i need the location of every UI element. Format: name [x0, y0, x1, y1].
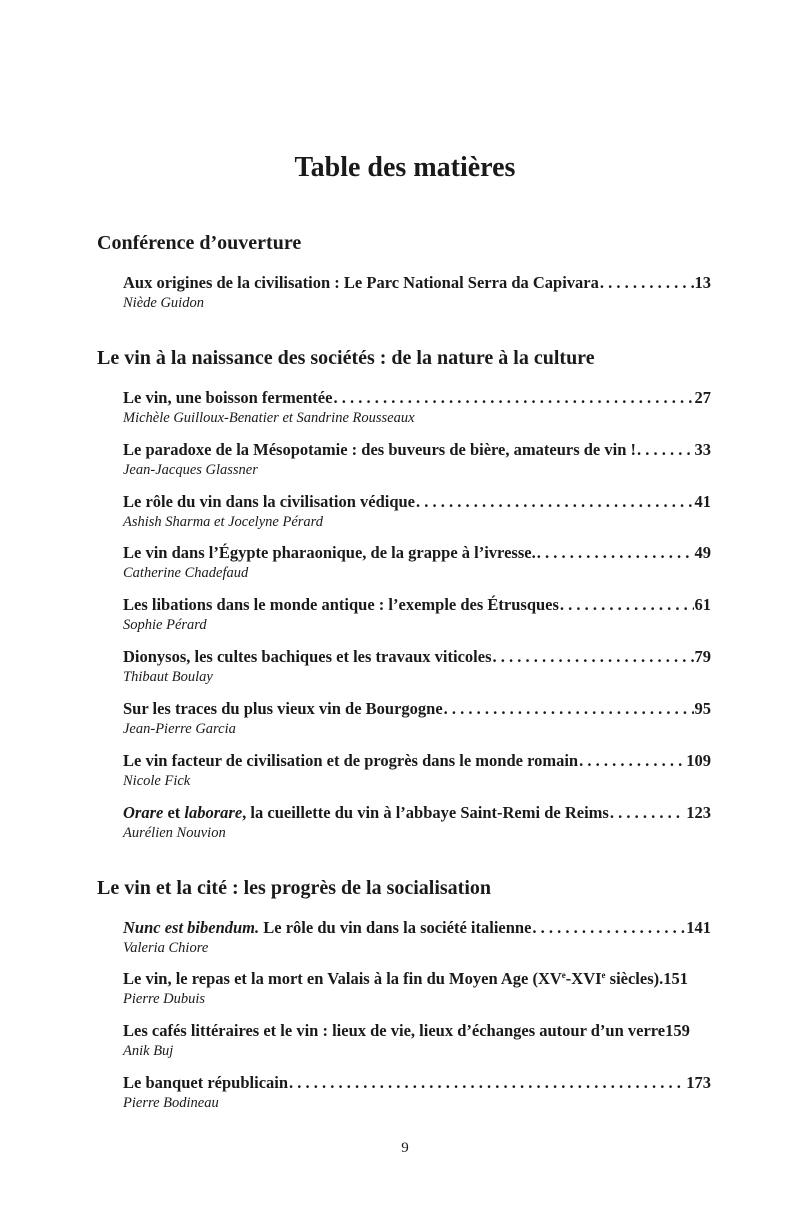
toc-entry[interactable]: [123, 440, 711, 479]
toc-entry[interactable]: [123, 1073, 711, 1112]
entry-author: Catherine Chadefaud: [123, 565, 249, 581]
entry-title: [123, 803, 609, 823]
entry-author: Michèle Guilloux-Benatier et Sandrine Rousseaux: [123, 410, 415, 426]
leader-dots: [333, 388, 693, 408]
entry-author: Sophie Pérard: [123, 617, 207, 633]
entry-page: 41: [694, 492, 711, 511]
entry-title-part: , la cueillette du vin à l’abbaye Saint-Remi de Reims: [242, 803, 609, 822]
toc-entry[interactable]: [123, 273, 711, 312]
entry-page: 49: [694, 543, 711, 562]
entry-title-italic: Nunc est bibendum.: [123, 918, 260, 937]
page-number: 9: [401, 1140, 409, 1156]
entry-author: Ashish Sharma et Jocelyne Pérard: [123, 514, 323, 530]
toc-entry[interactable]: [123, 1021, 711, 1060]
entry-title: Le vin facteur de civilisation et de progrès dans le monde romain: [123, 751, 579, 770]
leader-dots: [537, 543, 694, 563]
entry-page: 13: [694, 273, 711, 292]
toc-entry[interactable]: [123, 699, 711, 738]
leader-dots: [289, 1073, 685, 1093]
entry-title: Sur les traces du plus vieux vin de Bourgogne: [123, 699, 443, 718]
entry-author: Anik Buj: [123, 1043, 174, 1059]
entry-author: Pierre Dubuis: [123, 991, 206, 1007]
entry-author: Jean-Pierre Garcia: [123, 721, 236, 737]
entry-page: 159: [665, 1021, 690, 1040]
toc-entry[interactable]: [123, 751, 711, 790]
entry-title: Les libations dans le monde antique : l’exemple des Étrusques: [123, 595, 559, 614]
entry-title: Dionysos, les cultes bachiques et les travaux viticoles: [123, 647, 492, 666]
superscript: e: [601, 970, 606, 980]
leader-dots: [560, 595, 694, 615]
entry-author: Jean-Jacques Glassner: [123, 462, 258, 478]
entry-page: 109: [686, 751, 711, 770]
entry-page: 33: [694, 440, 711, 459]
entry-title: Les cafés littéraires et le vin : lieux de vie, lieux d’échanges autour d’un verre: [123, 1021, 666, 1040]
toc-entry[interactable]: [123, 647, 711, 686]
leader-dots: [444, 699, 694, 719]
leader-dots: [610, 803, 685, 823]
entry-title-part: Le vin, le repas et la mort en Valais à la fin du Moyen Age (XV: [123, 969, 562, 988]
entry-title-part: -XVI: [565, 969, 602, 988]
entry-title: Aux origines de la civilisation : Le Parc National Serra da Capivara: [123, 273, 599, 292]
entry-title-italic: laborare: [184, 803, 243, 822]
entry-page: 141: [686, 918, 711, 937]
section-heading: Conférence d’ouverture: [97, 232, 302, 254]
entry-author: Aurélien Nouvion: [123, 825, 226, 841]
toc-entry[interactable]: [123, 803, 711, 842]
entry-page: 173: [686, 1073, 711, 1092]
entry-title: Le banquet républicain: [123, 1073, 289, 1092]
section-heading: Le vin et la cité : les progrès de la socialisation: [97, 877, 492, 899]
entry-title: [123, 918, 531, 938]
entry-author: Niède Guidon: [123, 295, 204, 311]
toc-entry[interactable]: [123, 969, 711, 1008]
entry-page: 61: [694, 595, 711, 614]
entry-title-part: et: [163, 803, 185, 822]
entry-author: Pierre Bodineau: [123, 1095, 219, 1111]
entry-title-italic: Orare: [123, 803, 164, 822]
leader-dots: [416, 492, 693, 512]
entry-page: 27: [694, 388, 711, 407]
section-heading: Le vin à la naissance des sociétés : de la nature à la culture: [97, 347, 595, 369]
leader-dots: [579, 751, 685, 771]
leader-dots: [637, 440, 694, 460]
entry-author: Nicole Fick: [123, 773, 191, 789]
entry-page: 123: [686, 803, 711, 822]
entry-author: Thibaut Boulay: [123, 669, 213, 685]
entry-title: Le paradoxe de la Mésopotamie : des buveurs de bière, amateurs de vin !: [123, 440, 636, 459]
leader-dots: [532, 918, 685, 938]
entry-page: 151: [663, 969, 689, 988]
toc-entry[interactable]: [123, 918, 711, 957]
entry-title: [123, 969, 663, 989]
page-title: Table des matières: [294, 152, 516, 183]
entry-title-part: Le rôle du vin dans la société italienne: [259, 918, 532, 937]
entry-page: 95: [694, 699, 711, 718]
toc-entry[interactable]: [123, 543, 711, 582]
leader-dots: [493, 647, 694, 667]
superscript: e: [561, 970, 566, 980]
entry-title: Le vin, une boisson fermentée: [123, 388, 333, 407]
leader-dots: [600, 273, 694, 293]
entry-title-part: siècles).: [605, 969, 664, 988]
entry-author: Valeria Chiore: [123, 940, 209, 956]
entry-title: Le rôle du vin dans la civilisation védique: [123, 492, 416, 511]
entry-title: Le vin dans l’Égypte pharaonique, de la grappe à l’ivresse.: [123, 543, 536, 562]
entry-page: 79: [694, 647, 711, 666]
toc-entry[interactable]: [123, 388, 711, 427]
toc-entry[interactable]: [123, 492, 711, 531]
toc-entry[interactable]: [123, 595, 711, 634]
